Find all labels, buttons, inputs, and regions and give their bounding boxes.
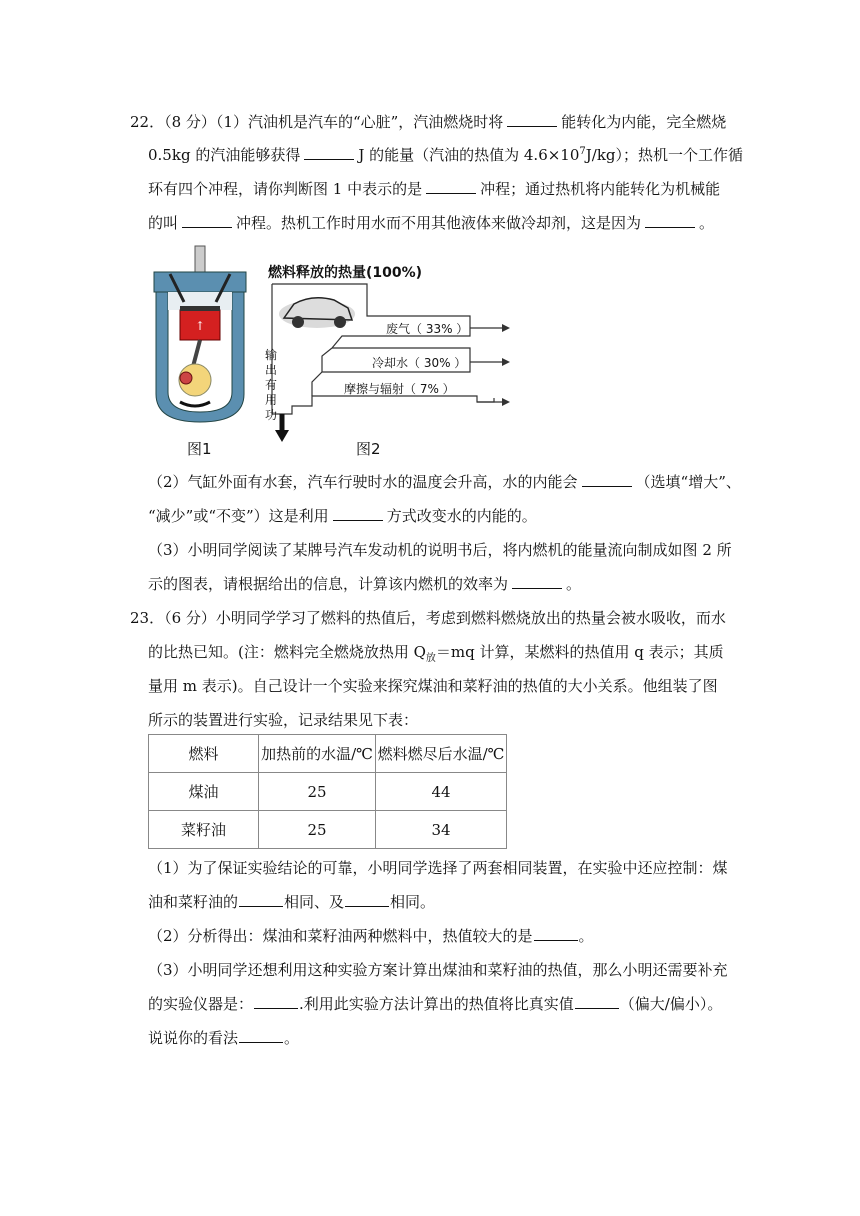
q23-line-4: 所示的装置进行实验，记录结果见下表： <box>148 711 419 729</box>
q23-text: .利用此实验方法计算出的热值将比真实值 <box>299 995 574 1013</box>
table-cell: 44 <box>376 773 507 811</box>
answer-blank <box>333 506 383 521</box>
table-header-row <box>149 735 507 773</box>
answer-blank <box>254 994 298 1009</box>
table-row <box>149 773 507 811</box>
crank-pin <box>180 372 192 384</box>
table-cell: 34 <box>376 811 507 849</box>
spark-plug <box>195 246 205 272</box>
q22-part3-line-1: （3）小明同学阅读了某牌号汽车发动机的说明书后，将内燃机的能量流向制成如图 2 所 <box>148 541 732 559</box>
table-cell: 煤油 <box>149 773 259 811</box>
q22-text: J/kg）；热机一个工作循 <box>585 146 744 164</box>
q23-text: 。 <box>578 927 594 945</box>
useful-work-char: 输 <box>265 348 278 362</box>
crank-counterweight <box>180 402 210 406</box>
engine-cylinder-figure <box>150 244 250 434</box>
q23-sub3-line-2 <box>148 994 722 1014</box>
answer-blank <box>582 472 632 487</box>
figure-1-caption: 图1 <box>187 440 212 458</box>
q23-sub1-line-1: （1）为了保证实验结论的可靠，小明同学选择了两套相同装置，在实验中还应控制：煤 <box>148 859 728 877</box>
useful-work-char: 有 <box>265 378 278 392</box>
q23-line-2 <box>148 642 724 662</box>
energy-flow-figure <box>262 256 512 446</box>
q23-text: 相同。 <box>390 893 436 911</box>
cooling-water-label: 冷却水（ 30% ） <box>372 356 467 370</box>
table-cell: 菜籽油 <box>149 811 259 849</box>
q22-line-3 <box>148 179 720 199</box>
q22-text: J 的能量（汽油的热值为 4.6×10 <box>358 146 580 164</box>
useful-work-label <box>265 348 279 423</box>
exponent: 7 <box>579 146 586 157</box>
answer-blank <box>575 994 619 1009</box>
table-header: 加热前的水温/℃ <box>259 735 376 773</box>
q22-text: 冲程；通过热机将内能转化为机械能 <box>480 180 721 198</box>
q22-line-4 <box>148 213 714 233</box>
answer-blank <box>182 213 232 228</box>
figure-2-caption: 图2 <box>356 440 381 458</box>
answer-blank <box>239 1028 283 1043</box>
piston-ring <box>180 306 220 311</box>
q22-part2-line-1 <box>148 472 741 492</box>
answer-blank <box>512 574 562 589</box>
q23-sub2 <box>148 926 594 946</box>
q23-sub3-line-1: （3）小明同学还想利用这种实验方案计算出煤油和菜籽油的热值，那么小明还需要补充 <box>148 961 728 979</box>
answer-blank <box>239 892 283 907</box>
exhaust-label: 废气（ 33% ） <box>386 322 469 336</box>
q22-text: 示的图表，请根据给出的信息，计算该内燃机的效率为 <box>148 575 509 593</box>
q23-text: 说说你的看法 <box>148 1029 239 1047</box>
q22-text: （选填“增大”、 <box>635 473 741 491</box>
q22-part2-line-2 <box>148 506 537 526</box>
q23-sub1-line-2 <box>148 892 435 912</box>
q22-text: 0.5kg 的汽油能够获得 <box>148 146 301 164</box>
useful-work-char: 用 <box>265 393 278 407</box>
subscript: 放 <box>425 653 436 664</box>
answer-blank <box>345 892 389 907</box>
q23-line-1: 23．（6 分）小明同学学习了燃料的热值后，考虑到燃料燃烧放出的热量会被水吸收，而水 <box>130 609 726 627</box>
answer-blank <box>304 145 354 160</box>
answer-blank <box>534 926 578 941</box>
table-cell: 25 <box>259 773 376 811</box>
q22-text: 能转化为内能，完全燃烧 <box>561 113 727 131</box>
results-table <box>148 734 507 849</box>
answer-blank <box>426 179 476 194</box>
figure-2-title: 燃料释放的热量(100%) <box>268 265 423 281</box>
q23-text: 的比热已知。(注：燃料完全燃烧放热用 Q <box>148 643 426 661</box>
piston-arrow-icon: ↑ <box>194 319 206 333</box>
q22-text: 的叫 <box>148 214 179 232</box>
useful-work-char: 功 <box>265 408 278 422</box>
table-header: 燃料 <box>149 735 259 773</box>
q23-text: 相同、及 <box>284 893 345 911</box>
q23-text: 。 <box>284 1029 300 1047</box>
answer-blank <box>645 213 695 228</box>
q22-text: “减少”或“不变”）这是利用 <box>148 507 329 525</box>
table-header: 燃料燃尽后水温/℃ <box>376 735 507 773</box>
q23-text: 油和菜籽油的 <box>148 893 239 911</box>
useful-work-char: 出 <box>265 363 278 377</box>
q23-text: （2）分析得出：煤油和菜籽油两种燃料中，热值较大的是 <box>148 927 533 945</box>
q22-text: 。 <box>566 575 582 593</box>
q23-text: ＝mq 计算，某燃料的热值用 q 表示；其质 <box>435 643 724 661</box>
energy-flow-diagram <box>262 256 512 446</box>
q23-text: （偏大/偏小）。 <box>619 995 723 1013</box>
q22-text: 方式改变水的内能的。 <box>386 507 537 525</box>
q22-text: （2）气缸外面有水套，汽车行驶时水的温度会升高，水的内能会 <box>148 473 578 491</box>
q22-text: 环有四个冲程，请你判断图 1 中表示的是 <box>148 180 423 198</box>
q23-line-3: 量用 m 表示)。自己设计一个实验来探究煤油和菜籽油的热值的大小关系。他组装了图 <box>148 677 718 695</box>
q23-sub3-line-3 <box>148 1028 299 1048</box>
table-row <box>149 811 507 849</box>
q22-part3-line-2 <box>148 574 581 594</box>
friction-radiation-label: 摩擦与辐射（ 7% ） <box>344 382 455 396</box>
q22-line-1 <box>130 112 726 132</box>
cylinder-head <box>154 272 246 292</box>
q22-line-2 <box>148 145 743 165</box>
q22-text: 。 <box>699 214 715 232</box>
q22-text: 冲程。热机工作时用水而不用其他液体来做冷却剂，这是因为 <box>236 214 642 232</box>
q23-text: 的实验仪器是： <box>148 995 254 1013</box>
answer-blank <box>507 112 557 127</box>
table-cell: 25 <box>259 811 376 849</box>
q22-text: 22．（8 分）（1）汽油机是汽车的“心脏”，汽油燃烧时将 <box>130 113 504 131</box>
car-icon <box>279 298 355 328</box>
